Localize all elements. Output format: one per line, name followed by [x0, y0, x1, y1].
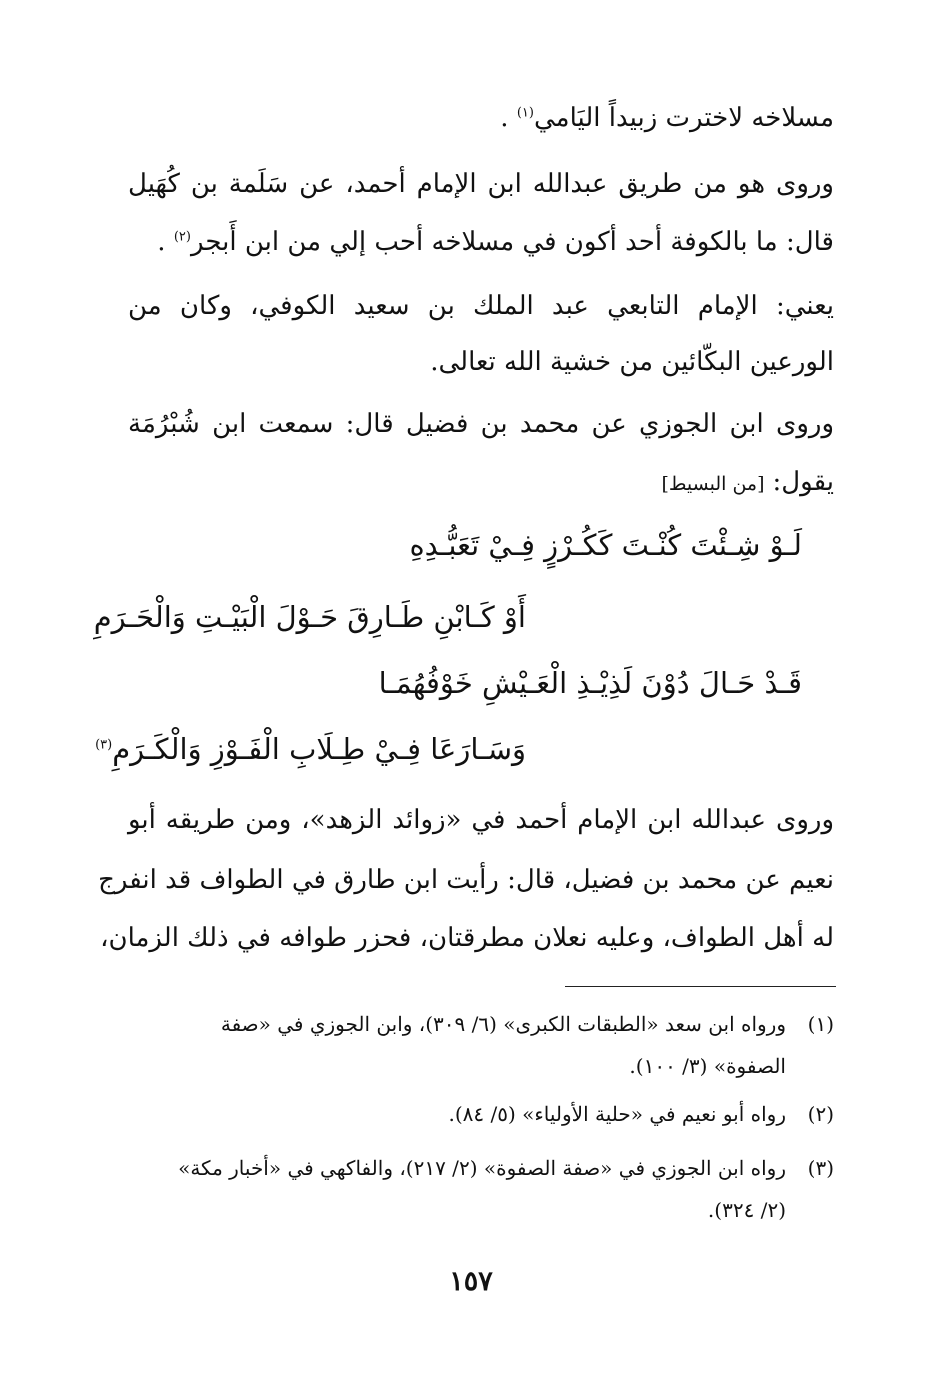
verse-1: لَـوْ شِـئْتَ كُنْـتَ كَكُـرْزٍ فِـيْ تَعَبُّـدِهِ: [409, 528, 802, 562]
body-line-5: الورعين البكّائين من خشية الله تعالى.: [430, 347, 834, 377]
body-line-1: [500, 98, 834, 138]
footnote-separator: [565, 986, 836, 987]
footnote-1-line-2: الصفوة» (٣/ ١٠٠).: [629, 1054, 786, 1078]
footnote-2-number: (٢): [807, 1102, 834, 1126]
footnote-1-text-1: ورواه ابن سعد «الطبقات الكبرى» (٦/ ٣٠٩)، وابن الجوزي في «صفة: [220, 1012, 786, 1036]
body-line-4: يعني: الإمام التابعي عبد الملك بن سعيد الكوفي، وكان من: [128, 291, 834, 321]
body-line-3: [157, 222, 834, 262]
body-line-1-text: مسلاخه لاخترت زبيداً اليَامي: [533, 103, 834, 133]
verse-3: قَـدْ حَـالَ دُوْنَ لَذِيْـذِ الْعَـيْشِ خَوْفُهُمَـا: [378, 666, 802, 700]
body-line-3-end: .: [157, 227, 166, 257]
footnote-ref-2: (٢): [173, 229, 191, 245]
verse-4-text: وَسَـارَعَا فِـيْ طِـلَابِ الْفَـوْزِ وَالْكَـرَمِ: [112, 732, 526, 766]
body-line-6: وروى ابن الجوزي عن محمد بن فضيل قال: سمعت ابن شُبْرُمَة: [128, 409, 834, 439]
footnote-3-line-1: [178, 1152, 834, 1184]
body-line-8: وروى عبدالله ابن الإمام أحمد في «زوائد الزهد»، ومن طريقه أبو: [128, 805, 834, 835]
verse-4: [95, 726, 526, 772]
page-number: ١٥٧: [449, 1266, 493, 1297]
body-line-3-text: قال: ما بالكوفة أحد أكون في مسلاخه أحب إلي من ابن أَبجر: [190, 227, 834, 257]
footnote-2-text-1: رواه أبو نعيم في «حلية الأولياء» (٥/ ٨٤).: [448, 1102, 786, 1126]
footnote-2-line-1: [448, 1098, 834, 1130]
footnote-3-number: (٣): [807, 1156, 834, 1180]
body-line-2: وروى هو من طريق عبدالله ابن الإمام أحمد، عن سَلَمة بن كُهَيل: [128, 169, 834, 199]
verse-2: أَوْ كَـابْنِ طَـارِقَ حَـوْلَ الْبَيْـتِ وَالْحَـرَمِ: [93, 600, 526, 634]
footnote-3-line-2: (٢/ ٣٢٤).: [707, 1198, 786, 1222]
footnote-3-text-1: رواه ابن الجوزي في «صفة الصفوة» (٢/ ٢١٧)، والفاكهي في «أخبار مكة»: [178, 1156, 786, 1180]
body-line-9: نعيم عن محمد بن فضيل، قال: رأيت ابن طارق في الطواف قد انفرج: [98, 865, 834, 895]
footnote-ref-3: (٣): [95, 737, 113, 753]
body-line-10: له أهل الطواف، وعليه نعلان مطرقتان، فحزر طوافه في ذلك الزمان،: [100, 923, 834, 953]
footnote-1-number: (١): [807, 1012, 834, 1036]
body-line-7-text: يقول:: [772, 467, 834, 497]
footnote-1-line-1: [221, 1008, 834, 1040]
meter-label: [من البسيط]: [661, 473, 765, 495]
body-line-1-end: .: [500, 103, 509, 133]
footnote-ref-1: (١): [516, 105, 534, 121]
body-line-7: [661, 462, 834, 504]
